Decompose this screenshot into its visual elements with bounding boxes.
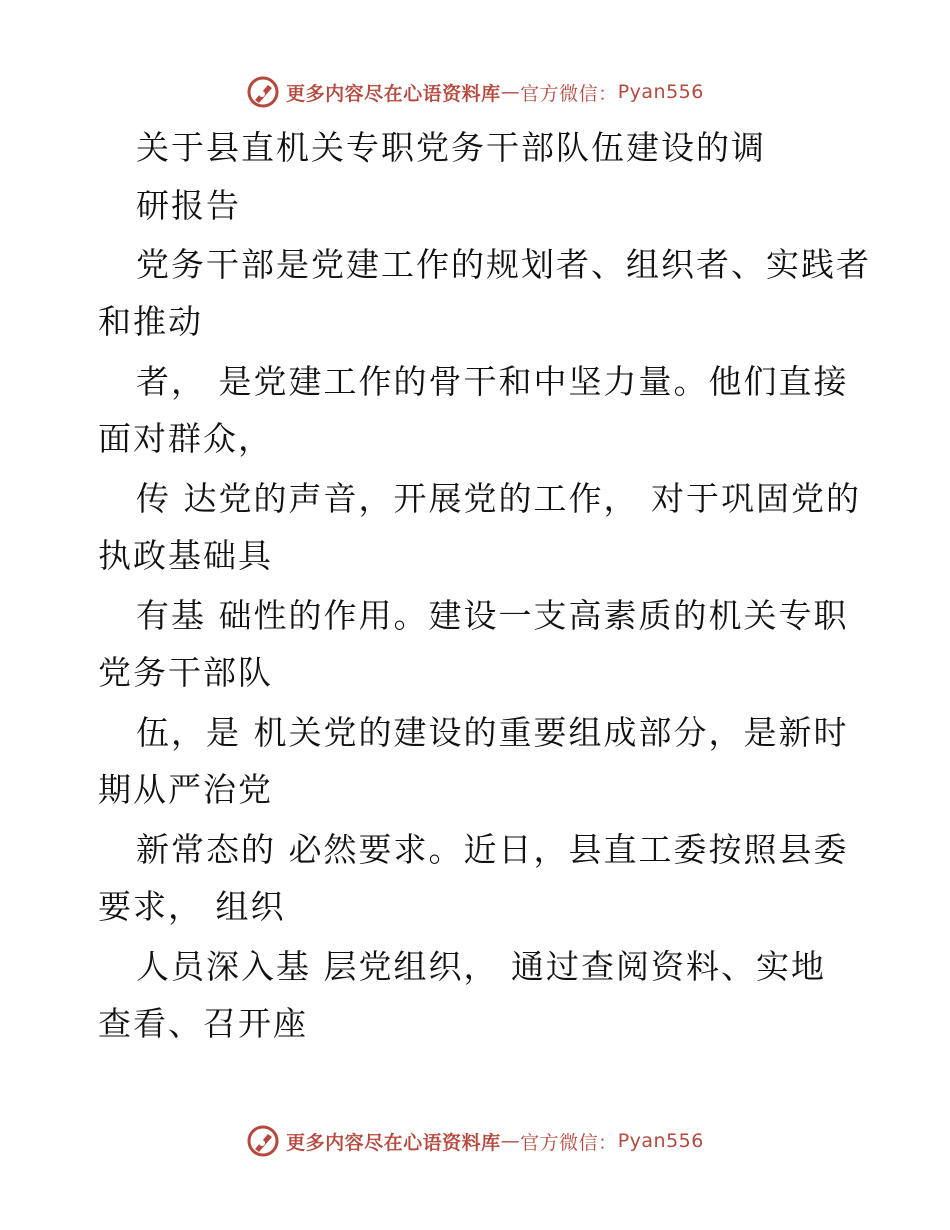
doc-line: 伍，是 机关党的建设的重要组成部分，是新时 [136, 713, 849, 752]
doc-line: 查看、召开座 [98, 1004, 308, 1043]
doc-line: 者， 是党建工作的骨干和中坚力量。他们直接 [136, 362, 849, 401]
banner-official-label: 官方微信： [520, 82, 618, 105]
banner-wechat-id: Pyan556 [617, 1130, 704, 1152]
doc-line: 和推动 [98, 302, 203, 341]
doc-line: 党务干部是党建工作的规划者、组织者、实践者 [136, 245, 871, 284]
doc-line: 关于县直机关专职党务干部队伍建设的调 [136, 128, 766, 167]
doc-line: 期从严治党 [98, 770, 273, 809]
doc-line: 党务干部队 [98, 653, 273, 692]
doc-line: 人员深入基 层党组织， 通过查阅资料、实地 [136, 947, 826, 986]
banner-wechat-id: Pyan556 [617, 81, 704, 103]
banner-main-text: 更多内容尽在心语资料库 [286, 82, 501, 105]
banner-dash: — [500, 1130, 521, 1152]
pen-logo-icon [246, 75, 280, 109]
doc-line: 要求， 组织 [98, 887, 286, 926]
banner-main-text: 更多内容尽在心语资料库 [286, 1131, 501, 1154]
footer-watermark-banner [0, 1121, 950, 1161]
banner-dash: — [500, 81, 521, 103]
pen-logo-icon [246, 1124, 280, 1158]
doc-line: 新常态的 必然要求。近日，县直工委按照县委 [136, 830, 849, 869]
doc-line: 面对群众， [98, 419, 273, 458]
doc-line: 研报告 [136, 186, 241, 225]
header-watermark-banner [0, 72, 950, 112]
doc-line: 传 达党的声音，开展党的工作， 对于巩固党的 [136, 479, 861, 518]
doc-line: 有基 础性的作用。建设一支高素质的机关专职 [136, 596, 849, 635]
banner-official-label: 官方微信： [520, 1131, 618, 1154]
doc-line: 执政基础具 [98, 536, 273, 575]
